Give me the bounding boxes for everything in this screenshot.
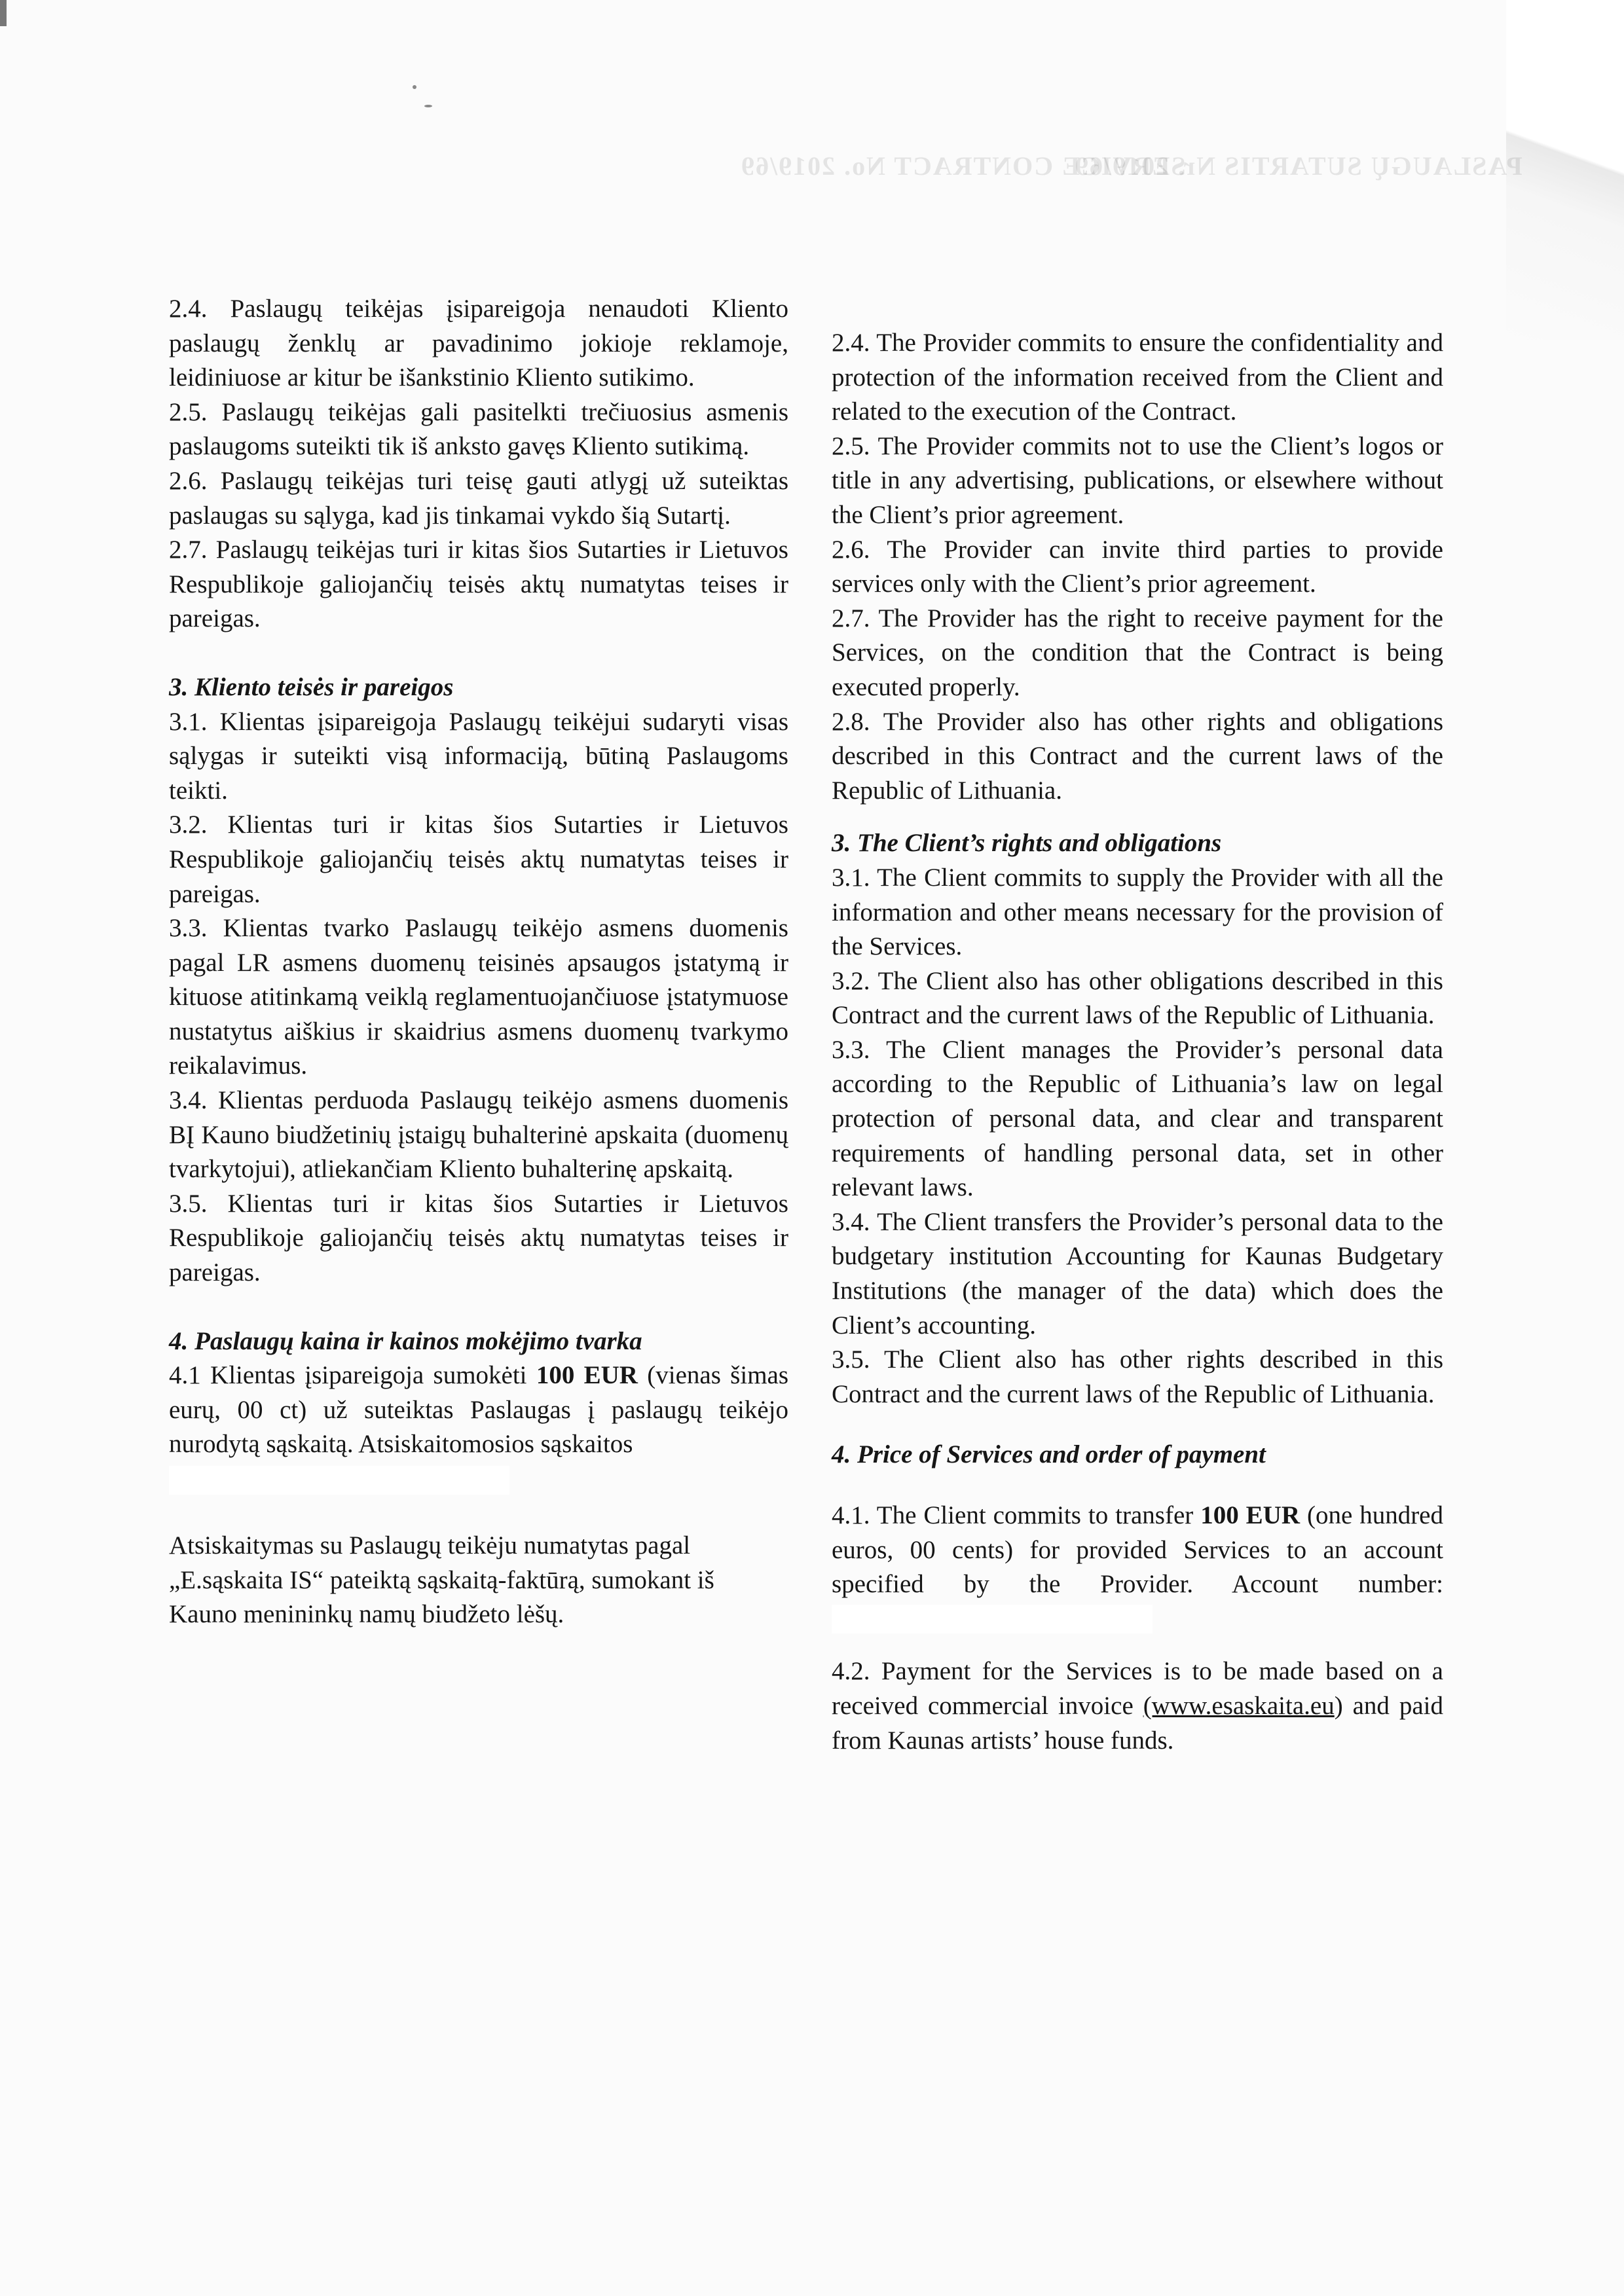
section-4-heading-lt: 4. Paslaugų kaina ir kainos mokėjimo tvarka <box>169 1326 642 1355</box>
clause-3-1-lt: 3.1. Klientas įsipareigoja Paslaugų teikėjui sudaryti visas sąlygas ir suteikti visą informaciją, būtiną Paslaugoms teikti. <box>169 707 788 805</box>
clause-3-1-en: 3.1. The Client commits to supply the Provider with all the information and other means necessary for the provision of the Services. <box>832 863 1443 961</box>
redacted-account-number-lt <box>169 1466 509 1495</box>
clause-3-2-lt: 3.2. Klientas turi ir kitas šios Sutarties ir Lietuvos Respublikoje galiojančių teisės aktų numatytas teises ir pareigas. <box>169 811 788 908</box>
clause-4-1-lt-rest: (vienas šimas eurų, 00 ct) už suteiktas Paslaugas į paslaugų teikėjo nurodytą sąskaitą. Atsiskaitomosios sąskaitos <box>169 1361 789 1459</box>
section-3-heading-lt: 3. Kliento teisės ir pareigos <box>169 672 454 701</box>
clause-3-4-lt: 3.4. Klientas perduoda Paslaugų teikėjo asmens duomenis BĮ Kauno biudžetinių įstaigų buhalterinė apskaita (duomenų tvarkytojui), atliekančiam Kliento buhalterinę apskaitą. <box>169 1086 788 1184</box>
clause-2-6-lt: 2.6. Paslaugų teikėjas turi teisę gauti atlygį už suteiktas paslaugas su sąlyga, kad jis tinkamai vykdo šią Sutartį. <box>169 466 788 530</box>
esaskaita-link[interactable]: (www.esaskaita.eu <box>1143 1691 1335 1720</box>
clause-2-4-en: 2.4. The Provider commits to ensure the confidentiality and protection of the information received from the Client and related to the execution of the Contract. <box>832 329 1443 426</box>
clause-3-3-en: 3.3. The Client manages the Provider’s personal data according to the Republic of Lithuania’s law on legal protection of personal data, and clear and transparent requirements of handling personal data, set in other relevant laws. <box>832 1035 1443 1202</box>
redacted-account-number-en <box>832 1605 1153 1633</box>
clause-3-4-en: 3.4. The Client transfers the Provider’s personal data to the budgetary institution Accounting for Kaunas Budgetary Institutions (the manager of the data) which does the Client’s accounting. <box>832 1207 1443 1339</box>
page-corner-fold <box>1506 0 1624 340</box>
clause-4-1-en <box>832 1499 1443 1636</box>
clause-2-5-lt: 2.5. Paslaugų teikėjas gali pasitelkti trečiuosius asmenis paslaugoms suteikti tik iš anksto gavęs Kliento sutikimą. <box>169 397 788 461</box>
clause-3-3-lt: 3.3. Klientas tvarko Paslaugų teikėjo asmens duomenis pagal LR asmens duomenų teisinės apsaugos įstatymą ir kituose atitinkamą veiklą reglamentuojančiuose įstatymuose nustatytus aiškius ir skaidrius asmens duomenų tvarkymo reikalavimus. <box>169 914 788 1080</box>
clause-4-2-en-intro: 4.2. Payment for the Services is to be made based on a received commercial invoice <box>832 1657 1443 1720</box>
clause-3-2-en: 3.2. The Client also has other obligations described in this Contract and the current laws of the Republic of Lithuania. <box>832 966 1443 1030</box>
clause-4-1-en-rest: (one hundred euros, 00 cents) for provided Services to an account specified by the Provider. Account number: <box>832 1501 1443 1599</box>
clause-2-7-en: 2.7. The Provider has the right to receive payment for the Services, on the condition that the Contract is being executed properly. <box>832 604 1443 701</box>
clause-3-5-lt: 3.5. Klientas turi ir kitas šios Sutarties ir Lietuvos Respublikoje galiojančių teisės aktų numatytas teises ir pareigas. <box>169 1189 788 1287</box>
clause-4-1-lt <box>169 1358 788 1462</box>
scan-speck <box>424 105 432 107</box>
clause-2-8-en: 2.8. The Provider also has other rights and obligations described in this Contract and the current laws of the Republic of Lithuania. <box>832 707 1443 805</box>
clause-4-1-en-intro: 4.1. The Client commits to transfer <box>832 1501 1194 1529</box>
bleed-through-title-right: SERVICE CONTRACT No. 2019/69 <box>740 151 1186 181</box>
clause-4-2-en-rest: ) and paid from Kaunas artists’ house funds. <box>832 1691 1443 1755</box>
scan-speck <box>413 85 416 89</box>
clause-2-6-en: 2.6. The Provider can invite third parties to provide services only with the Client’s prior agreement. <box>832 535 1443 598</box>
section-3-heading-en: 3. The Client’s rights and obligations <box>832 829 1222 858</box>
clause-4-1-lt-amount: 100 EUR <box>536 1361 638 1390</box>
english-column <box>832 326 1443 1758</box>
clause-4-1-en-amount: 100 EUR <box>1200 1501 1300 1529</box>
bleed-through-title-left: PASLAUGŲ SUTARTIS Nr. 2019/69 <box>1074 151 1522 181</box>
clause-4-2-en <box>832 1654 1443 1758</box>
lithuanian-column <box>169 292 788 1632</box>
clause-2-7-lt: 2.7. Paslaugų teikėjas turi ir kitas šios Sutarties ir Lietuvos Respublikoje galiojančių teisės aktų numatytas teises ir pareigas. <box>169 536 788 633</box>
clause-2-4-lt: 2.4. Paslaugų teikėjas įsipareigoja nenaudoti Kliento paslaugų ženklų ar pavadinimo jokioje reklamoje, leidiniuose ar kitur be išankstinio Kliento sutikimo. <box>169 295 788 392</box>
clause-2-5-en: 2.5. The Provider commits not to use the Client’s logos or title in any advertising, publications, or elsewhere without the Client’s prior agreement. <box>832 431 1443 529</box>
section-4-heading-en: 4. Price of Services and order of payment <box>832 1440 1266 1469</box>
clause-4-1-lt-intro: 4.1 Klientas įsipareigoja sumokėti <box>169 1361 527 1390</box>
clause-4-2-lt: Atsiskaitymas su Paslaugų teikėju numatytas pagal „E.sąskaita IS“ pateiktą sąskaitą-faktūrą, sumokant iš Kauno menininkų namų biudžeto lėšų. <box>169 1531 714 1629</box>
scan-edge-mark <box>0 0 7 26</box>
clause-3-5-en: 3.5. The Client also has other rights described in this Contract and the current laws of the Republic of Lithuania. <box>832 1345 1443 1408</box>
